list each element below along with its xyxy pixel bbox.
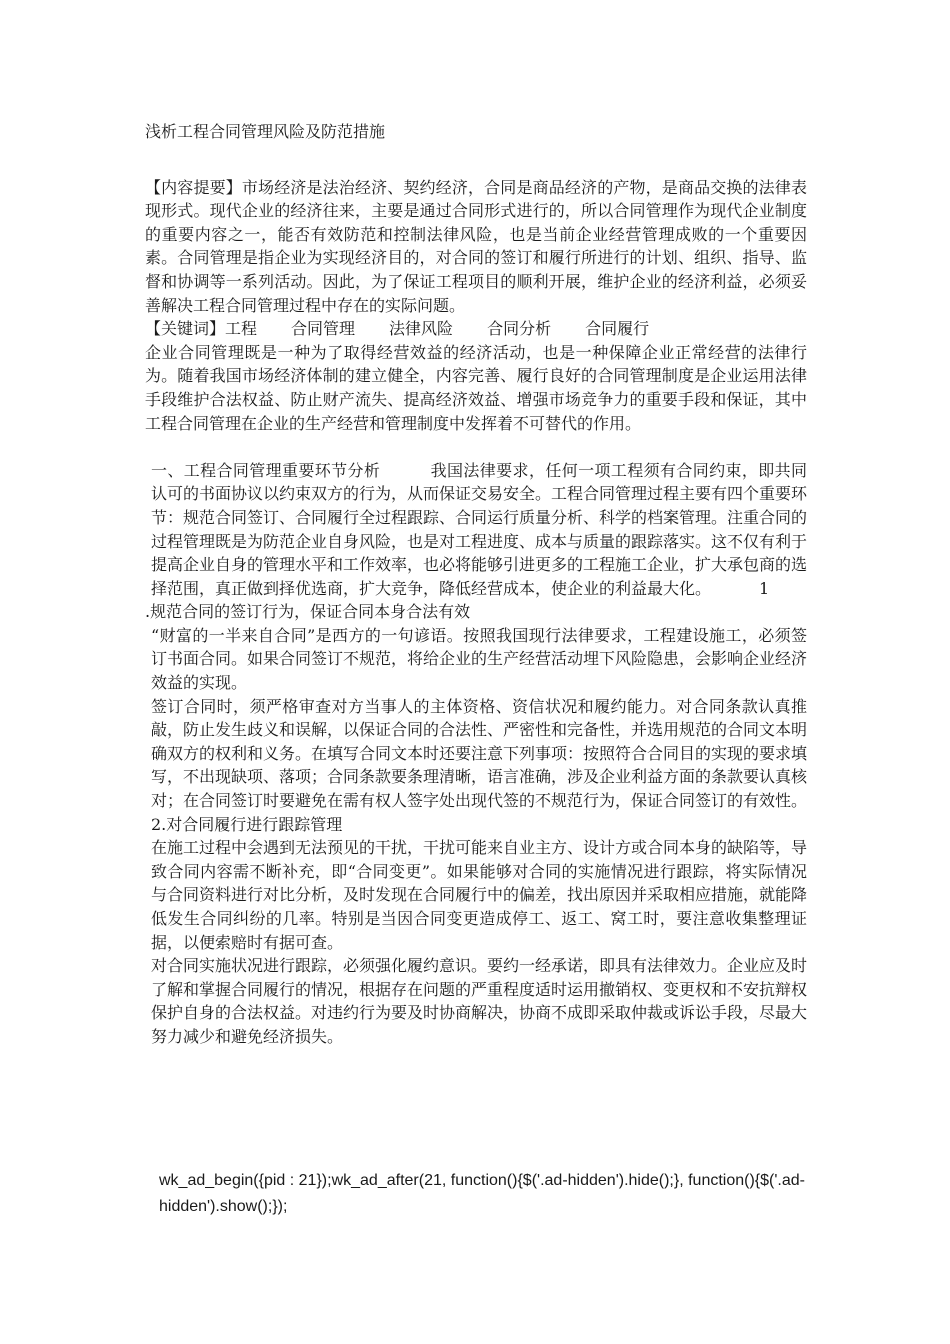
keyword: 合同分析 — [487, 319, 552, 339]
ad-script-line: wk_ad_begin({pid : 21});wk_ad_after(21, function(){$('.ad-hidden').hide();}, function(){$('.ad-hidden').show();}); — [159, 1172, 805, 1215]
subsection2-paragraph-1: 在施工过程中会遇到无法预见的干扰，干扰可能来自业主方、设计方或合同本身的缺陷等，导致合同内容需不断补充，即“合同变更”。如果能够对合同的实施情况进行跟踪，将实际情况与合同资料进行对比分析，及时发现在合同履行中的偏差，找出原因并采取相应措施，就能降低发生合同纠纷的几率。特别是当因合同变更造成停工、返工、窝工时，要注意收集整理证据，以便索赔时有据可查。 — [151, 838, 808, 952]
subsection1-number: 1 — [759, 578, 770, 598]
abstract-paragraph: 【内容提要】市场经济是法治经济、契约经济，合同是商品经济的产物，是商品交换的法律表现形式。现代企业的经济往来，主要是通过合同形式进行的，所以合同管理作为现代企业制度的重要内容之一，能否有效防范和控制法律风险，也是当前企业经营管理成败的一个重要因素。合同管理是指企业为实现经济目的，对合同的签订和履行所进行的计划、组织、指导、监督和协调等一系列活动。因此，为了保证工程项目的顺利开展，维护企业的经济利益，必须妥善解决工程合同管理过程中存在的实际问题。 — [145, 177, 807, 315]
keyword: 法律风险 — [389, 319, 454, 339]
subsection1-heading: .规范合同的签订行为，保证合同本身合法有效 — [145, 602, 471, 622]
section1-body: 我国法律要求，任何一项工程须有合同约束，即共同认可的书面协议以约束双方的行为，从而保证交易安全。工程合同管理过程主要有四个重要环节：规范合同签订、合同履行全过程跟踪、合同运行质量分析、科学的档案管理。注重合同的过程管理既是为防范企业自身风险，也是对工程进度、成本与质量的跟踪落实。这不仅有利于提高企业自身的管理水平和工作效率，也必将能够引进更多的工程施工企业，扩大承包商的选择范围，真正做到择优选商，扩大竞争，降低经营成本，使企业的利益最大化。 — [151, 460, 808, 598]
subsection1-paragraph-1: “财富的一半来自合同”是西方的一句谚语。按照我国现行法律要求，工程建设施工，必须签订书面合同。如果合同签订不规范，将给企业的生产经营活动埋下风险隐患，会影响企业经济效益的实现。 — [151, 625, 808, 693]
script-text — [145, 1168, 807, 1220]
keyword: 工程 — [225, 319, 258, 339]
document-title: 浅析工程合同管理风险及防范措施 — [145, 122, 386, 141]
subsection2-heading: 2.对合同履行进行跟踪管理 — [151, 814, 343, 834]
subsection1-paragraph-2: 签订合同时，须严格审查对方当事人的主体资格、资信状况和履约能力。对合同条款认真推敲，防止发生歧义和误解，以保证合同的合法性、严密性和完备性，并选用规范的合同文本明确双方的权利和义务。在填写合同文本时还要注意下列事项：按照符合合同目的实现的要求填写，不出现缺项、落项；合同条款要条理清晰，语言准确，涉及企业利益方面的条款要认真核对；在合同签订时要避免在需有权人签字处出现代签的不规范行为，保证合同签订的有效性。 — [151, 696, 808, 811]
keywords-label: 【关键词】 — [145, 319, 226, 339]
keywords-line — [145, 317, 807, 341]
intro-paragraph: 企业合同管理既是一种为了取得经营效益的经济活动，也是一种保障企业正常经营的法律行为。随着我国市场经济体制的建立健全，内容完善、履行良好的合同管理制度是企业运用法律手段维护合法权益、防止财产流失、提高经济效益、增强市场竞争力的重要手段和保证，其中工程合同管理在企业的生产经营和管理制度中发挥着不可替代的作用。 — [145, 342, 807, 433]
keyword: 合同管理 — [291, 319, 356, 339]
document-body — [145, 120, 807, 1049]
keyword: 合同履行 — [585, 319, 650, 339]
section1-paragraph — [145, 459, 807, 601]
subsection2-paragraph-2: 对合同实施状况进行跟踪，必须强化履约意识。要约一经承诺，即具有法律效力。企业应及时了解和掌握合同履行的情况，根据存在问题的严重程度适时运用撤销权、变更权和不安抗辩权保护自身的合法权益。对违约行为要及时协商解决，协商不成即采取仲裁或诉讼手段，尽最大努力减少和避免经济损失。 — [151, 956, 808, 1046]
section1-heading: 一、工程合同管理重要环节分析 — [151, 460, 381, 480]
